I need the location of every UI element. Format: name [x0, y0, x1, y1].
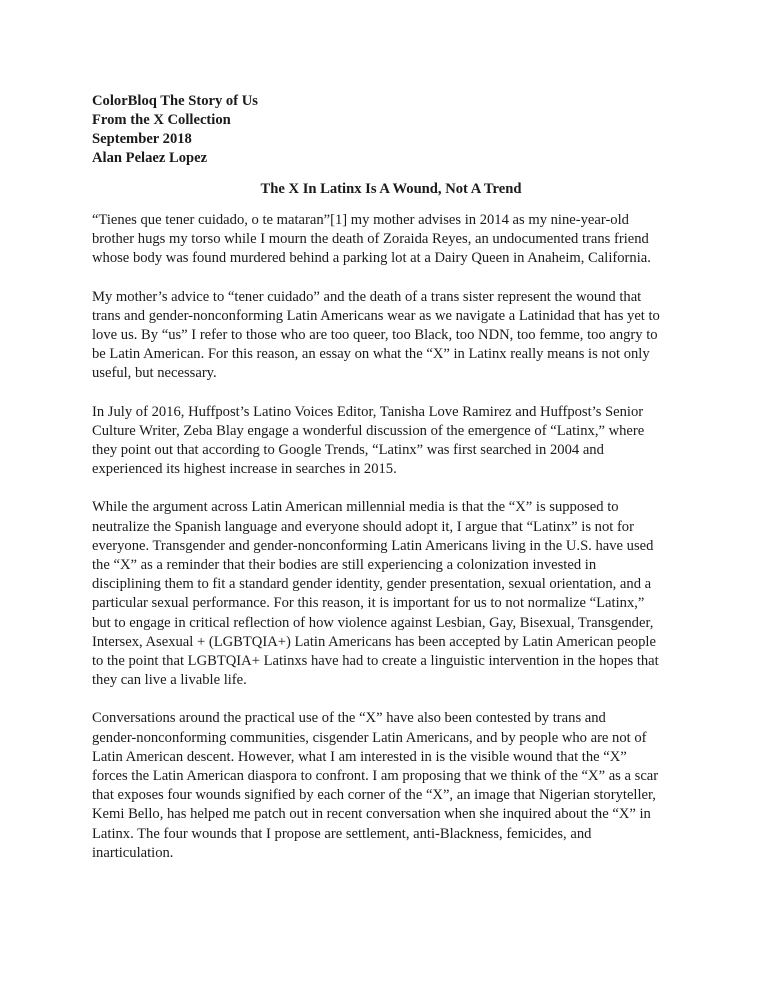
text-line: gender-nonconforming communities, cisgender Latin Americans, and by people who are not of	[92, 729, 647, 746]
text-line: Conversations around the practical use of the “X” have also been contested by trans and	[92, 710, 606, 727]
paragraph-5	[92, 709, 690, 863]
collection-name: From the X Collection	[92, 112, 231, 128]
text-line: they can live a livable life.	[92, 672, 247, 689]
text-line: Latinx. The four wounds that I propose are settlement, anti-Blackness, femicides, and	[92, 825, 592, 842]
text-line: particular sexual performance. For this reason, it is important for us to not normalize “Latinx,”	[92, 595, 645, 612]
text-line: Latin American descent. However, what I am interested in is the visible wound that the “X”	[92, 748, 627, 765]
text-line: brother hugs my torso while I mourn the death of Zoraida Reyes, an undocumented trans friend	[92, 231, 649, 248]
publication-date: September 2018	[92, 131, 192, 147]
document-header	[92, 92, 690, 168]
paragraph-2	[92, 288, 690, 384]
text-line: Intersex, Asexual + (LGBTQIA+) Latin Americans has been accepted by Latin American people	[92, 633, 656, 650]
text-line: inarticulation.	[92, 844, 174, 861]
text-line: experienced its highest increase in searches in 2015.	[92, 461, 397, 478]
text-line: trans and gender-nonconforming Latin Americans wear as we navigate a Latinidad that has yet to	[92, 307, 660, 324]
text-line: disciplining them to fit a standard gender identity, gender presentation, sexual orientation, and a	[92, 576, 652, 593]
text-line: In July of 2016, Huffpost’s Latino Voices Editor, Tanisha Love Ramirez and Huffpost’s Senior	[92, 403, 644, 420]
text-line: the “X” as a reminder that their bodies are still experiencing a colonization invested in	[92, 557, 597, 574]
text-line: neutralize the Spanish language and everyone should adopt it, I argue that “Latinx” is not for	[92, 518, 634, 535]
paragraph-3	[92, 403, 690, 480]
text-line: Kemi Bello, has helped me patch out in recent conversation when she inquired about the “X” in	[92, 806, 651, 823]
paragraph-4	[92, 498, 690, 690]
text-line: useful, but necessary.	[92, 365, 217, 382]
text-line: be Latin American. For this reason, an essay on what the “X” in Latinx really means is not only	[92, 346, 650, 363]
text-line: but to engage in critical reflection of how violence against Lesbian, Gay, Bisexual, Transgender,	[92, 614, 654, 631]
text-line: love us. By “us” I refer to those who are too queer, too Black, too NDN, too femme, too angry to	[92, 327, 658, 344]
publication-name: ColorBloq The Story of Us	[92, 93, 258, 109]
text-line: that exposes four wounds signified by each corner of the “X”, an image that Nigerian storyteller,	[92, 787, 656, 804]
paragraph-1	[92, 211, 690, 269]
text-line: “Tienes que tener cuidado, o te mataran”[1] my mother advises in 2014 as my nine-year-old	[92, 212, 629, 228]
text-line: My mother’s advice to “tener cuidado” and the death of a trans sister represent the wound that	[92, 288, 642, 305]
text-line: to the point that LGBTQIA+ Latinxs have had to create a linguistic intervention in the hopes that	[92, 653, 659, 670]
text-line: they point out that according to Google Trends, “Latinx” was first searched in 2004 and	[92, 442, 604, 459]
text-line: Culture Writer, Zeba Blay engage a wonderful discussion of the emergence of “Latinx,” where	[92, 422, 645, 439]
text-line: everyone. Transgender and gender-nonconforming Latin Americans living in the U.S. have used	[92, 537, 654, 554]
text-line: forces the Latin American diaspora to confront. I am proposing that we think of the “X” as a scar	[92, 768, 659, 785]
author-name: Alan Pelaez Lopez	[92, 150, 208, 166]
text-line: whose body was found murdered behind a parking lot at a Dairy Queen in Anaheim, California.	[92, 250, 651, 267]
essay-title: The X In Latinx Is A Wound, Not A Trend	[260, 181, 522, 197]
text-line: While the argument across Latin American millennial media is that the “X” is supposed to	[92, 499, 619, 516]
document-page	[92, 92, 690, 882]
